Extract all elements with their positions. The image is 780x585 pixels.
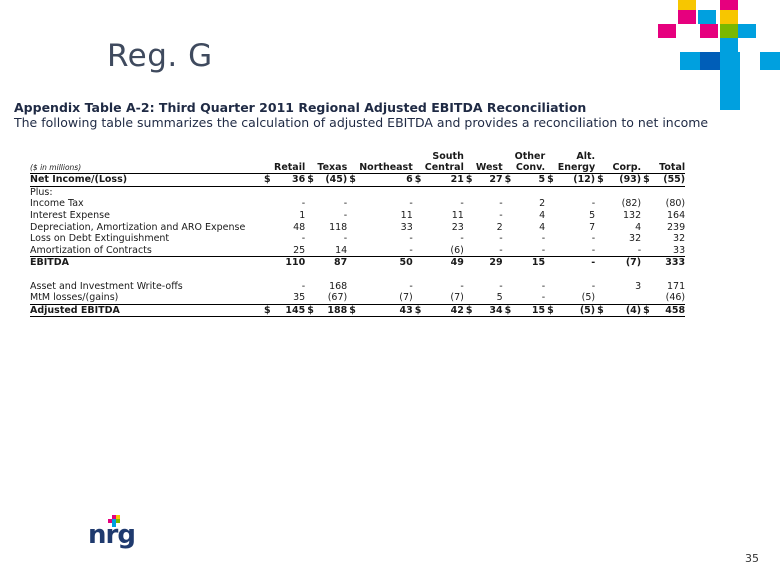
table-row [30, 292, 685, 304]
dollar-sign [503, 245, 515, 257]
dollar-sign [347, 281, 359, 293]
cell-value: 27 [476, 174, 503, 187]
dollar-sign [347, 245, 359, 257]
dollar-sign [595, 292, 607, 304]
cell-value: - [591, 233, 596, 245]
col-header-south-central: Central [424, 162, 464, 174]
cell-value: - [409, 233, 413, 245]
dollar-sign: $ [262, 304, 274, 317]
dollar-sign [545, 233, 557, 245]
table-row [30, 210, 685, 222]
dollar-sign [464, 210, 476, 222]
cell-value: (82) [621, 198, 642, 210]
cell-value: (6) [450, 244, 464, 256]
dollar-sign [262, 292, 274, 304]
dollar-sign [262, 186, 274, 198]
dollar-sign [641, 292, 653, 304]
dollar-sign [595, 245, 607, 257]
row-label: MtM losses/(gains) [30, 292, 119, 304]
cell-value: - [591, 280, 596, 292]
cell-value [557, 186, 595, 198]
dollar-sign [413, 198, 425, 210]
col-header-northeast: Northeast [359, 162, 413, 174]
table-title: Appendix Table A-2: Third Quarter 2011 Regional Adjusted EBITDA Reconciliation [14, 100, 587, 115]
cell-value: 36 [274, 174, 305, 187]
cell-value: - [499, 244, 503, 256]
cell-value: 171 [667, 280, 686, 292]
dollar-sign [305, 281, 317, 293]
dollar-sign: $ [641, 174, 653, 187]
cell-value: - [541, 280, 546, 292]
cell-value: (7) [607, 257, 641, 269]
dollar-sign [305, 186, 317, 198]
table-body [30, 174, 685, 317]
cell-value: 1 [299, 209, 306, 221]
dollar-sign: $ [305, 174, 317, 187]
row-label: Income Tax [30, 198, 84, 210]
dollar-sign [595, 222, 607, 234]
dollar-sign [595, 198, 607, 210]
cell-value [607, 186, 641, 198]
cell-value: - [343, 209, 348, 221]
cell-value [425, 269, 464, 281]
cell-value: (5) [581, 292, 596, 304]
dollar-sign: $ [305, 304, 317, 317]
col-header-line1 [274, 150, 305, 162]
dollar-sign [305, 292, 317, 304]
cell-value: - [460, 233, 464, 245]
row-label: Amortization of Contracts [30, 244, 152, 256]
cell-value: 29 [476, 257, 503, 269]
row-label: Loss on Debt Extinguishment [30, 233, 170, 245]
col-header-total: Total [653, 162, 685, 174]
cell-value [359, 186, 413, 198]
cell-value: 15 [515, 304, 546, 317]
cell-value: 458 [653, 304, 685, 317]
cell-value: - [637, 244, 642, 256]
page-number: 35 [745, 552, 759, 565]
dollar-sign [347, 233, 359, 245]
dollar-sign: $ [347, 304, 359, 317]
cell-value [515, 269, 546, 281]
cell-value: (7) [399, 292, 413, 304]
col-header-line1: Alt. [576, 150, 596, 162]
cell-value: (93) [607, 174, 641, 187]
cell-value: - [557, 257, 595, 269]
dollar-sign [464, 269, 476, 281]
cell-value: 3 [635, 280, 642, 292]
dollar-sign [413, 257, 425, 269]
dollar-sign [503, 210, 515, 222]
dollar-sign [641, 222, 653, 234]
cell-value: 34 [476, 304, 503, 317]
cell-value: - [301, 198, 306, 210]
cell-value: (4) [607, 304, 641, 317]
dollar-sign [305, 269, 317, 281]
cell-value [425, 186, 464, 198]
dollar-sign: $ [413, 304, 425, 317]
cell-value: 4 [539, 209, 546, 221]
row-label: Depreciation, Amortization and ARO Expense [30, 221, 246, 233]
dollar-sign [545, 257, 557, 269]
cell-value: 7 [589, 221, 596, 233]
col-header-west: West [475, 162, 503, 174]
row-label: Adjusted EBITDA [30, 304, 262, 317]
cell-value: - [460, 280, 464, 292]
dollar-sign [305, 198, 317, 210]
ebitda-reconciliation-table [30, 150, 685, 317]
row-label: Interest Expense [30, 209, 110, 221]
dollar-sign [464, 257, 476, 269]
dollar-sign [545, 245, 557, 257]
table-description: The following table summarizes the calculation of adjusted EBITDA and provides a reconciliation to net income [14, 115, 709, 130]
dollar-sign [347, 186, 359, 198]
col-header-line1 [359, 150, 413, 162]
cell-value: 32 [629, 233, 642, 245]
row-label: EBITDA [30, 257, 262, 269]
cell-value: 145 [274, 304, 305, 317]
cell-value: - [409, 244, 413, 256]
dollar-sign [595, 233, 607, 245]
dollar-sign [503, 186, 515, 198]
cell-value: 5 [589, 209, 596, 221]
cell-value: 15 [515, 257, 546, 269]
col-header-line1 [653, 150, 685, 162]
cell-value: - [499, 233, 503, 245]
cell-value: - [541, 244, 546, 256]
brand-wordmark: nrg [88, 520, 135, 550]
dollar-sign [641, 186, 653, 198]
cell-value [359, 269, 413, 281]
dollar-sign: $ [464, 174, 476, 187]
dollar-sign [503, 292, 515, 304]
dollar-sign [545, 210, 557, 222]
cell-value: 21 [425, 174, 464, 187]
cell-value: 132 [623, 209, 642, 221]
cell-value: (55) [653, 174, 685, 187]
cell-value: 35 [293, 292, 306, 304]
dollar-sign [413, 269, 425, 281]
dollar-sign [503, 198, 515, 210]
cell-value [653, 186, 685, 198]
dollar-sign [413, 245, 425, 257]
dollar-sign [347, 292, 359, 304]
cell-value: - [499, 209, 503, 221]
cell-value: 2 [539, 198, 546, 210]
dollar-sign [413, 210, 425, 222]
cell-value: 333 [653, 257, 685, 269]
dollar-sign [641, 281, 653, 293]
cell-value: (7) [450, 292, 464, 304]
cell-value [317, 269, 347, 281]
dollar-sign: $ [595, 174, 607, 187]
cell-value: - [343, 198, 348, 210]
cell-value: - [499, 280, 503, 292]
cell-value: 48 [293, 221, 306, 233]
dollar-sign: $ [347, 174, 359, 187]
col-header-other-conv: Conv. [515, 162, 546, 174]
cell-value: 23 [451, 221, 464, 233]
dollar-sign [464, 245, 476, 257]
table-row [30, 174, 685, 187]
col-header-retail: Retail [274, 162, 306, 174]
cell-value: 168 [329, 280, 348, 292]
table-row [30, 198, 685, 210]
dollar-sign [595, 186, 607, 198]
cell-value: 6 [359, 174, 413, 187]
cell-value: - [343, 233, 348, 245]
dollar-sign: $ [503, 174, 515, 187]
dollar-sign [641, 269, 653, 281]
dollar-sign: $ [503, 304, 515, 317]
dollar-sign [464, 281, 476, 293]
dollar-sign [545, 269, 557, 281]
dollar-sign: $ [545, 304, 557, 317]
cell-value [476, 269, 503, 281]
cell-value: - [591, 244, 596, 256]
cell-value [274, 186, 305, 198]
dollar-sign [503, 269, 515, 281]
dollar-sign [595, 210, 607, 222]
dollar-sign [545, 281, 557, 293]
row-label: Net Income/(Loss) [30, 174, 262, 187]
cell-value: 49 [425, 257, 464, 269]
cell-value: - [541, 233, 546, 245]
dollar-sign [464, 198, 476, 210]
dollar-sign [413, 186, 425, 198]
dollar-sign [595, 281, 607, 293]
dollar-sign [347, 222, 359, 234]
dollar-sign [464, 292, 476, 304]
cell-value: (67) [327, 292, 348, 304]
dollar-sign [503, 222, 515, 234]
cell-value: 87 [317, 257, 347, 269]
dollar-sign [595, 269, 607, 281]
dollar-sign [347, 210, 359, 222]
dollar-sign [262, 281, 274, 293]
cell-value: 33 [673, 244, 686, 256]
col-header-corp: Corp. [607, 162, 641, 174]
cell-value: 5 [496, 292, 503, 304]
dollar-sign: $ [641, 304, 653, 317]
dollar-sign [464, 222, 476, 234]
dollar-sign [413, 222, 425, 234]
brand-pattern-graphic [640, 0, 780, 120]
dollar-sign [347, 198, 359, 210]
cell-value: 239 [667, 221, 686, 233]
dollar-sign [503, 257, 515, 269]
cell-value: 33 [400, 221, 413, 233]
cell-value: 110 [274, 257, 305, 269]
dollar-sign [464, 186, 476, 198]
table-row [30, 269, 685, 281]
dollar-sign [262, 245, 274, 257]
dollar-sign: $ [262, 174, 274, 187]
cell-value [557, 269, 595, 281]
dollar-sign [305, 233, 317, 245]
col-header-line1 [607, 150, 641, 162]
dollar-sign [305, 257, 317, 269]
dollar-sign [545, 292, 557, 304]
dollar-sign [413, 292, 425, 304]
dollar-sign [503, 281, 515, 293]
dollar-sign: $ [464, 304, 476, 317]
cell-value: 11 [451, 209, 464, 221]
cell-value [317, 186, 347, 198]
col-header-line1: Other [514, 150, 546, 162]
cell-value: 4 [635, 221, 642, 233]
table-row [30, 233, 685, 245]
dollar-sign: $ [595, 304, 607, 317]
dollar-sign [641, 198, 653, 210]
cell-value: 2 [496, 221, 503, 233]
table-row [30, 304, 685, 317]
slide-title: Reg. G [107, 38, 213, 74]
dollar-sign [503, 233, 515, 245]
cell-value: 188 [317, 304, 347, 317]
cell-value [476, 186, 503, 198]
cell-value: (5) [557, 304, 595, 317]
cell-value: 14 [335, 244, 348, 256]
cell-value: (45) [317, 174, 347, 187]
dollar-sign [413, 233, 425, 245]
cell-value: 4 [539, 221, 546, 233]
cell-value: 118 [329, 221, 348, 233]
dollar-sign [262, 198, 274, 210]
cell-value: 11 [400, 209, 413, 221]
dollar-sign [347, 257, 359, 269]
table-row [30, 245, 685, 257]
dollar-sign [641, 233, 653, 245]
cell-value: 164 [667, 209, 686, 221]
cell-value: (12) [557, 174, 595, 187]
dollar-sign [347, 269, 359, 281]
cell-value [607, 269, 641, 281]
table-row [30, 257, 685, 269]
cell-value: - [409, 280, 413, 292]
dollar-sign: $ [545, 174, 557, 187]
dollar-sign [305, 245, 317, 257]
row-label [30, 269, 262, 281]
dollar-sign [262, 233, 274, 245]
dollar-sign [464, 233, 476, 245]
cell-value: - [499, 198, 503, 210]
col-header-alt-energy: Energy [557, 162, 596, 174]
dollar-sign [545, 222, 557, 234]
cell-value [515, 186, 546, 198]
cell-value: (46) [665, 292, 686, 304]
row-label: Plus: [30, 186, 53, 198]
cell-value: - [460, 198, 464, 210]
dollar-sign [305, 222, 317, 234]
cell-value: 5 [515, 174, 546, 187]
table-row [30, 281, 685, 293]
col-header-line1 [476, 150, 503, 162]
cell-value: - [591, 198, 596, 210]
dollar-sign: $ [413, 174, 425, 187]
dollar-sign [545, 198, 557, 210]
cell-value [607, 292, 641, 304]
cell-value [653, 269, 685, 281]
dollar-sign [262, 269, 274, 281]
dollar-sign [545, 186, 557, 198]
cell-value: - [541, 292, 546, 304]
cell-value: 42 [425, 304, 464, 317]
table-row [30, 186, 685, 198]
cell-value: 43 [359, 304, 413, 317]
dollar-sign [641, 210, 653, 222]
table-row [30, 222, 685, 234]
dollar-sign [305, 210, 317, 222]
col-header-texas: Texas [317, 162, 348, 174]
dollar-sign [262, 210, 274, 222]
cell-value [274, 269, 305, 281]
cell-value: - [301, 280, 306, 292]
cell-value: 50 [359, 257, 413, 269]
dollar-sign [413, 281, 425, 293]
dollar-sign [641, 245, 653, 257]
cell-value: 25 [293, 244, 306, 256]
cell-value: 32 [673, 233, 686, 245]
dollar-sign [641, 257, 653, 269]
cell-value: - [409, 198, 413, 210]
col-header-line1 [317, 150, 347, 162]
dollar-sign [262, 222, 274, 234]
col-header-line1: South [432, 150, 464, 162]
row-label: Asset and Investment Write-offs [30, 280, 183, 292]
dollar-sign [262, 257, 274, 269]
units-label: ($ in millions) [30, 162, 262, 174]
cell-value: - [301, 233, 306, 245]
dollar-sign [595, 257, 607, 269]
cell-value: (80) [665, 198, 686, 210]
